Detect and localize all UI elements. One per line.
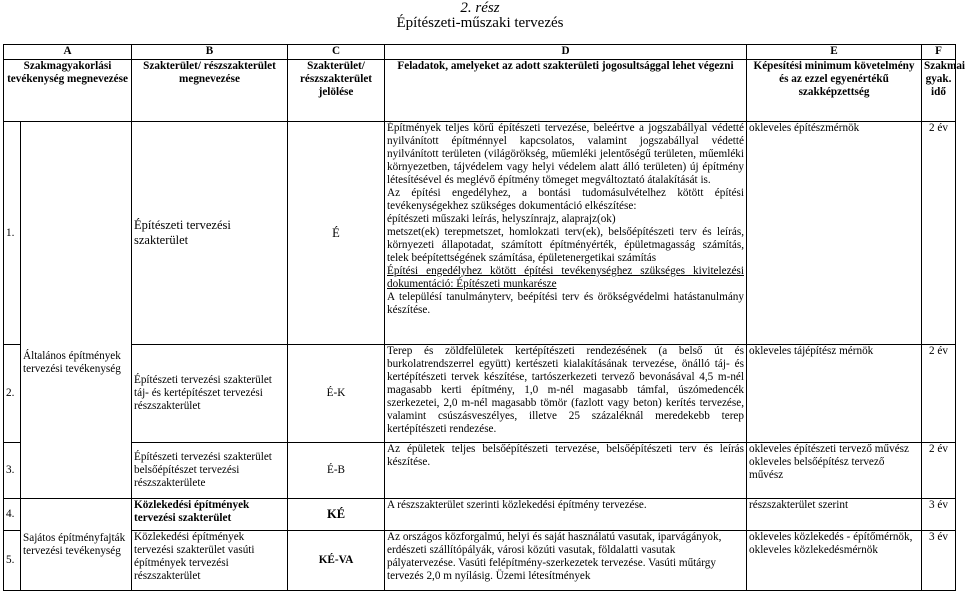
part-label: 2. rész	[460, 0, 500, 16]
task-text: Az épületek teljes belsőépítészeti tervezése, belsőépítészeti terv és leírás készítése.	[385, 443, 747, 499]
qualification: okleveles építészeti tervező művész okleveles belsőépítész tervező művész	[747, 443, 922, 499]
field-name: Közlekedési építmények tervezési szakterület vasúti építmények tervezési részszakterület	[132, 531, 288, 591]
row-number: 3.	[4, 443, 21, 499]
header-qualification: Képesítési minimum követelmény és az ezzel egyenértékű szakképzettség	[747, 60, 922, 122]
column-letter-d: D	[385, 45, 747, 60]
column-letter-c: C	[288, 45, 385, 60]
practice-time: 2 év	[922, 122, 956, 345]
table-row	[4, 345, 956, 443]
header-tasks: Feladatok, amelyeket az adott szakterületi jogosultsággal lehet végezni	[385, 60, 747, 122]
task-text: Építmények teljes körű építészeti tervezése, beleértve a jogszabállyal védetté nyilvánított építménnyel kapcsolatos, valamint jogszabállyal védetté nyilvánított területen (világörökség, műemléki jelentőségű területen, műemléki környezetben, tájvédelem vagy helyi védelem alatt álló területen) új építmény létesítésével és meglévő építmény tömeget megváltoztató átalakítását is.	[387, 122, 744, 186]
table-row	[4, 443, 956, 499]
group-special: Sajátos építményfajták tervezési tevékenység	[21, 499, 132, 591]
task-text: építészeti műszaki leírás, helyszínrajz, alaprajz(ok)	[387, 213, 616, 225]
row-number: 2.	[4, 345, 21, 443]
qualification: okleveles közlekedés - építőmérnök, okleveles közlekedésmérnök	[747, 531, 922, 591]
practice-time: 3 év	[922, 499, 956, 531]
header-field-code: Szakterület/ részszakterület jelölése	[288, 60, 385, 122]
field-code: É	[288, 122, 385, 345]
qualification: részszakterület szerint	[747, 499, 922, 531]
group-general: Általános építmények tervezési tevékenység	[21, 122, 132, 499]
practice-time: 2 év	[922, 443, 956, 499]
practice-time: 2 év	[922, 345, 956, 443]
tasks-cell	[385, 122, 747, 345]
row-number: 5.	[4, 531, 21, 591]
qualification: okleveles építészmérnök	[747, 122, 922, 345]
column-letter-e: E	[747, 45, 922, 60]
column-header-row	[4, 60, 956, 122]
regulation-table	[3, 44, 965, 591]
field-code: É-B	[288, 443, 385, 499]
field-code: KÉ-VA	[288, 531, 385, 591]
header-field-name: Szakterület/ részszakterület megnevezése	[132, 60, 288, 122]
column-letter-b: B	[132, 45, 288, 60]
task-text: Az építési engedélyhez, a bontási tudomásulvételhez kötött építési tevékenységekhez szükséges dokumentáció elkészítése:	[387, 187, 744, 212]
task-text: A részszakterület szerinti közlekedési építmény tervezése.	[385, 499, 747, 531]
field-name: Építészeti tervezési szakterület táj- és kertépítészet tervezési részszakterület	[132, 345, 288, 443]
table-row	[4, 531, 956, 591]
field-name: Építészeti tervezési szakterület	[132, 122, 288, 345]
task-text: A településí tanulmányterv, beépítési terv és örökségvédelmi hatástanulmány készítése.	[387, 291, 744, 316]
field-code: É-K	[288, 345, 385, 443]
table-row	[4, 122, 956, 345]
qualification: okleveles tájépítész mérnök	[747, 345, 922, 443]
row-number: 1.	[4, 122, 21, 345]
field-name: Közlekedési építmények tervezési szakterület	[132, 499, 288, 531]
row-number: 4.	[4, 499, 21, 531]
table-row	[4, 499, 956, 531]
task-text: metszet(ek) terepmetszet, homlokzati terv(ek), belsőépítészeti terv és leírás, környezeti állapotadat, számított építményérték, épületmagasság számítás, telek beépítettségének számítása, épületenergetikai számítás	[387, 226, 744, 264]
column-letters-row	[4, 45, 956, 60]
practice-time: 3 év	[922, 531, 956, 591]
field-name: Építészeti tervezési szakterület belsőépítészet tervezési részszakterülete	[132, 443, 288, 499]
task-text: Az országos közforgalmú, helyi és saját használatú vasutak, iparvágányok, erdészeti szállítópályák, városi közúti vasutak, földalatti vasutak pályatervezése. Vasúti felépítmény-szerkezetek tervezése. Vasúti műtárgy tervezés 2,0 m nyílásig. Üzemi létesítmények	[385, 531, 747, 591]
page-title: Építészeti-műszaki tervezés	[396, 15, 564, 31]
task-text: Terep és zöldfelületek kertépítészeti rendezésének (a belső út és burkolatrendszerrel együtt) kertészeti kialakításának tervezése, önálló táj- és kertépítészeti tervek készítése, tartószerkezeti tervező bevonásával 4,5 m-nél magasabb kerti építmény, 1,0 m-nél magasabb támfal, úszómedencék szerkezetei, 2,0 m-nél magasabb tömör (fazlott vagy beton) kerítés tervezése, valamint csúszásveszélyes, illetve 25 százaléknál meredekebb terep kertépítészeti rendezése.	[385, 345, 747, 443]
field-code: KÉ	[288, 499, 385, 531]
column-letter-f: F	[922, 45, 956, 60]
header-activity: Szakmagyakorlási tevékenység megnevezése	[4, 60, 132, 122]
header-practice-time: Szakmai gyak. idő	[922, 60, 956, 122]
task-text: Építési engedélyhez kötött építési tevékenységhez szükséges kivitelezési dokumentáció: Építészeti munkarésze	[387, 265, 744, 290]
column-letter-a: A	[4, 45, 132, 60]
